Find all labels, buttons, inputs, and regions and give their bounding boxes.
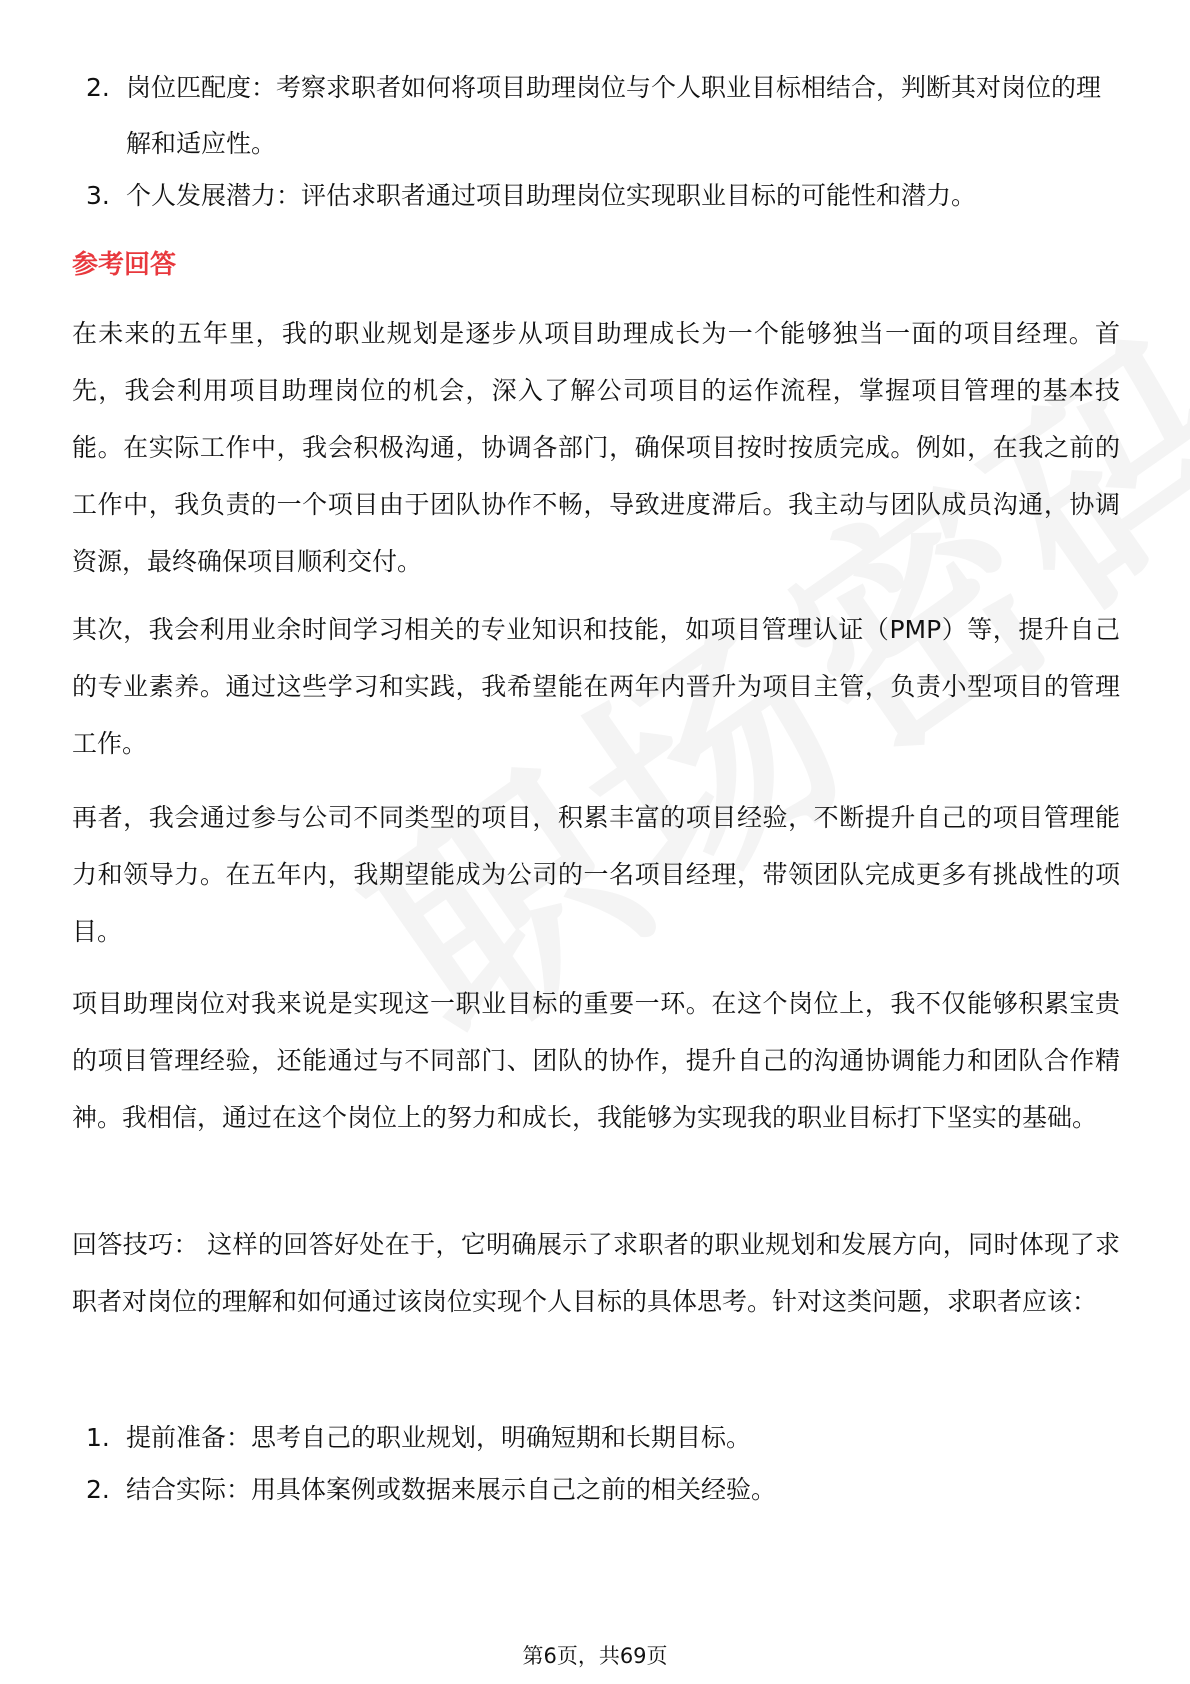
list-number: 2. xyxy=(86,1475,110,1504)
paragraph: 项目助理岗位对我来说是实现这一职业目标的重要一环。在这个岗位上，我不仅能够积累宝贵的项目管理经验，还能通过与不同部门、团队的协作，提升自己的沟通协调能力和团队合作精神。我相信，通过在这个岗位上的努力和成长，我能够为实现我的职业目标打下坚实的基础。 xyxy=(72,989,1120,1132)
paragraph: 其次，我会利用业余时间学习相关的专业知识和技能，如项目管理认证（PMP）等，提升自己的专业素养。通过这些学习和实践，我希望能在两年内晋升为项目主管，负责小型项目的管理工作。 xyxy=(72,615,1120,758)
list-item xyxy=(0,60,1190,172)
section-heading: 参考回答 xyxy=(72,250,177,280)
list-number: 1. xyxy=(86,1423,110,1452)
list-item-text: 结合实际：用具体案例或数据来展示自己之前的相关经验。 xyxy=(126,1475,777,1504)
list-item-text: 岗位匹配度：考察求职者如何将项目助理岗位与个人职业目标相结合，判断其对岗位的理解和适应性。 xyxy=(126,73,1102,158)
list-item xyxy=(0,168,1190,224)
paragraph: 回答技巧： 这样的回答好处在于，它明确展示了求职者的职业规划和发展方向，同时体现了求职者对岗位的理解和如何通过该岗位实现个人目标的具体思考。针对这类问题，求职者应该： xyxy=(72,1230,1120,1316)
list-item xyxy=(0,1410,1190,1466)
list-number: 3. xyxy=(86,181,110,210)
paragraph: 再者，我会通过参与公司不同类型的项目，积累丰富的项目经验，不断提升自己的项目管理能力和领导力。在五年内，我期望能成为公司的一名项目经理，带领团队完成更多有挑战性的项目。 xyxy=(72,803,1120,946)
list-item-text: 个人发展潜力：评估求职者通过项目助理岗位实现职业目标的可能性和潜力。 xyxy=(126,181,977,210)
page-footer: 第6页，共69页 xyxy=(522,1644,668,1668)
paragraph: 在未来的五年里，我的职业规划是逐步从项目助理成长为一个能够独当一面的项目经理。首先，我会利用项目助理岗位的机会，深入了解公司项目的运作流程，掌握项目管理的基本技能。在实际工作中，我会积极沟通，协调各部门，确保项目按时按质完成。例如，在我之前的工作中，我负责的一个项目由于团队协作不畅，导致进度滞后。我主动与团队成员沟通，协调资源，最终确保项目顺利交付。 xyxy=(72,319,1120,576)
list-number: 2. xyxy=(86,73,110,102)
list-item xyxy=(0,1462,1190,1518)
list-item-text: 提前准备：思考自己的职业规划，明确短期和长期目标。 xyxy=(126,1423,752,1452)
